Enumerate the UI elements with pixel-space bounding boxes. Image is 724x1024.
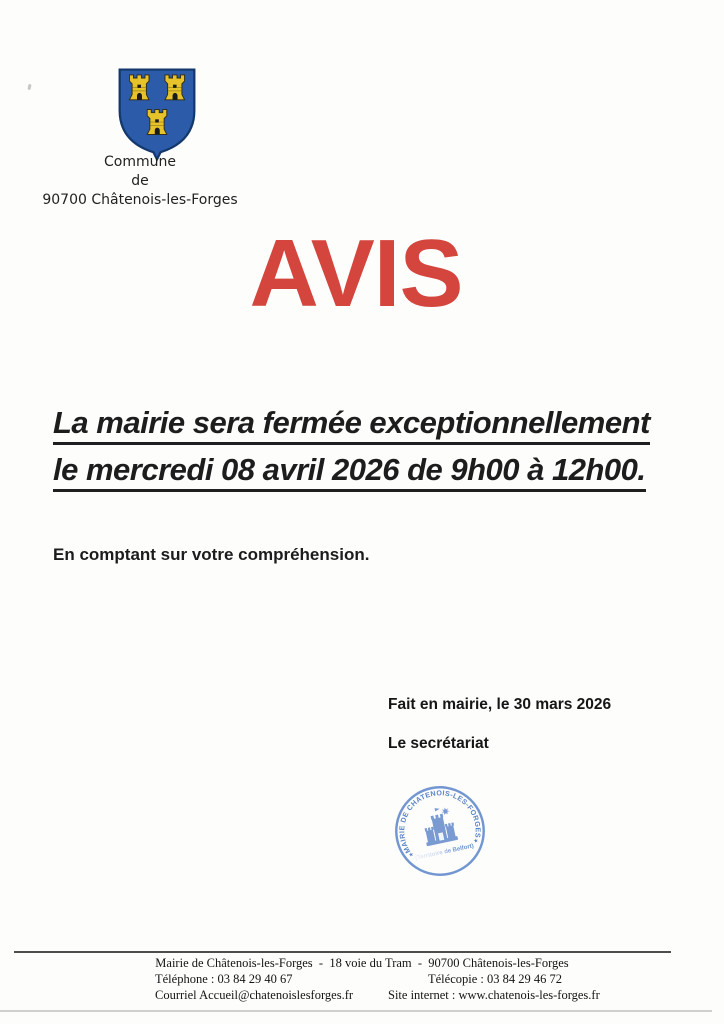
coat-of-arms-icon bbox=[112, 66, 202, 162]
footer-address: Mairie de Châtenois-les-Forges - 18 voie du Tram - 90700 Châtenois-les-Forges bbox=[155, 956, 569, 970]
signature-signer: Le secrétariat bbox=[388, 735, 489, 752]
notice-title: AVIS bbox=[249, 220, 463, 327]
stamp-star-left: ★ bbox=[408, 851, 415, 859]
footer-top-rule bbox=[14, 951, 671, 953]
notice-line2: le mercredi 08 avril 2026 de 9h00 à 12h00. bbox=[53, 454, 646, 492]
stamp-bottom-text: (Territoire de Belfort) bbox=[414, 843, 475, 862]
notice-line1: La mairie sera fermée exceptionnellement bbox=[53, 407, 650, 445]
comprehension-text: En comptant sur votre compréhension. bbox=[53, 545, 370, 564]
stamp-ring-text: MAIRIE DE CHATENOIS-LES-FORGES bbox=[398, 789, 482, 855]
signature-date: Fait en mairie, le 30 mars 2026 bbox=[388, 696, 612, 713]
commune-header bbox=[20, 153, 260, 210]
footer-bottom-rule bbox=[0, 1010, 712, 1012]
footer-website: Site internet : www.chatenois-les-forges.fr bbox=[388, 988, 600, 1002]
commune-line3: 90700 Châtenois-les-Forges bbox=[42, 192, 238, 208]
commune-line2: de bbox=[131, 173, 149, 189]
mairie-stamp-icon bbox=[384, 775, 495, 886]
scan-artifact bbox=[27, 84, 31, 90]
footer-fax: Télécopie : 03 84 29 46 72 bbox=[428, 972, 562, 986]
commune-line1: Commune bbox=[104, 154, 176, 170]
stamp-castle-emblem bbox=[419, 805, 458, 847]
footer-email: Courriel Accueil@chatenoislesforges.fr bbox=[155, 988, 354, 1002]
stamp-star-right: ★ bbox=[472, 838, 480, 845]
footer-phone: Téléphone : 03 84 29 40 67 bbox=[155, 972, 293, 986]
notice-message bbox=[53, 407, 650, 501]
